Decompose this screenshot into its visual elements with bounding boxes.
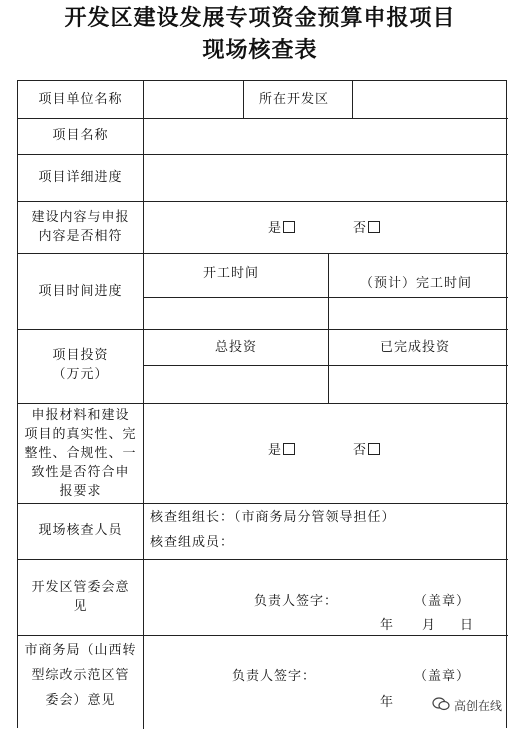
no-checkbox[interactable] [368, 221, 380, 233]
unit-name-label: 项目单位名称 [38, 92, 123, 107]
bureau-seal-label: （盖章） [414, 669, 471, 684]
total-investment-label: 总投资 [215, 340, 258, 355]
zone-label: 所在开发区 [259, 92, 330, 107]
authenticity-label-line: 报要求 [59, 484, 102, 499]
committee-opinion-label-line: 见 [73, 599, 88, 614]
row-divider [18, 635, 508, 636]
team-leader-text: 核查组组长：（市商务局分管领导担任） [150, 510, 396, 525]
committee-opinion-label [18, 578, 143, 616]
authenticity-label-line: 整性、合规性、一 [24, 446, 137, 461]
team-members-text: 核查组成员： [150, 535, 235, 550]
row-divider [18, 503, 508, 504]
row-divider [144, 365, 508, 366]
col-divider [243, 81, 244, 118]
row-divider [18, 118, 508, 119]
watermark-text: 高创在线 [454, 698, 503, 713]
project-name-label: 项目名称 [52, 128, 109, 143]
row-divider [144, 297, 508, 298]
investment-label-line: （万元） [52, 367, 109, 382]
investment-label [18, 346, 143, 384]
row-divider [18, 559, 508, 560]
auth-no-option[interactable] [353, 441, 380, 460]
content-match-label-line: 内容是否相符 [38, 229, 123, 244]
yes-checkbox[interactable] [283, 221, 295, 233]
no-checkbox[interactable] [368, 443, 380, 455]
committee-month: 月 [422, 618, 437, 633]
row-divider [18, 201, 508, 202]
yes-text: 是 [268, 443, 283, 458]
col-divider [352, 81, 353, 118]
progress-detail-label: 项目详细进度 [38, 170, 123, 185]
content-match-label [18, 208, 143, 246]
auth-yes-option[interactable] [268, 441, 295, 460]
bureau-opinion-label [18, 641, 143, 710]
wechat-watermark [428, 694, 506, 716]
content-match-label-line: 建设内容与申报 [31, 210, 130, 225]
inspection-staff-label: 现场核查人员 [38, 523, 123, 538]
authenticity-label-line: 项目的真实性、完 [24, 427, 137, 442]
wechat-icon [432, 697, 450, 714]
col-divider [328, 253, 329, 403]
committee-signature-label: 负责人签字： [254, 594, 339, 609]
col-divider [143, 81, 144, 729]
committee-seal-label: （盖章） [414, 594, 471, 609]
committee-opinion-label-line: 开发区管委会意 [31, 580, 130, 595]
yes-text: 是 [268, 221, 283, 236]
form-title: 开发区建设发展专项资金预算申报项目 [64, 5, 456, 31]
bureau-opinion-label-line: 委会）意见 [45, 693, 116, 708]
row-divider [18, 403, 508, 404]
row-divider [18, 253, 508, 254]
bureau-opinion-label-line: 型综改示范区管 [31, 668, 130, 683]
bureau-signature-label: 负责人签字： [232, 669, 317, 684]
yes-checkbox[interactable] [283, 443, 295, 455]
authenticity-label [18, 406, 143, 501]
bureau-opinion-label-line: 市商务局（山西转 [24, 643, 137, 658]
investment-label-line: 项目投资 [52, 348, 109, 363]
end-time-label: （预计）完工时间 [360, 276, 473, 291]
match-no-option[interactable] [353, 219, 380, 238]
bureau-year: 年 [380, 695, 395, 710]
start-time-label: 开工时间 [203, 266, 260, 281]
committee-day: 日 [460, 618, 475, 633]
time-progress-label: 项目时间进度 [38, 284, 123, 299]
row-divider [18, 329, 508, 330]
authenticity-label-line: 致性是否符合申 [31, 465, 130, 480]
authenticity-label-line: 申报材料和建设 [31, 408, 130, 423]
row-divider [18, 154, 508, 155]
match-yes-option[interactable] [268, 219, 295, 238]
form-subtitle: 现场核查表 [202, 37, 318, 63]
completed-investment-label: 已完成投资 [380, 340, 451, 355]
no-text: 否 [353, 221, 368, 236]
inspection-form-table [17, 80, 507, 728]
no-text: 否 [353, 443, 368, 458]
committee-year: 年 [380, 618, 395, 633]
